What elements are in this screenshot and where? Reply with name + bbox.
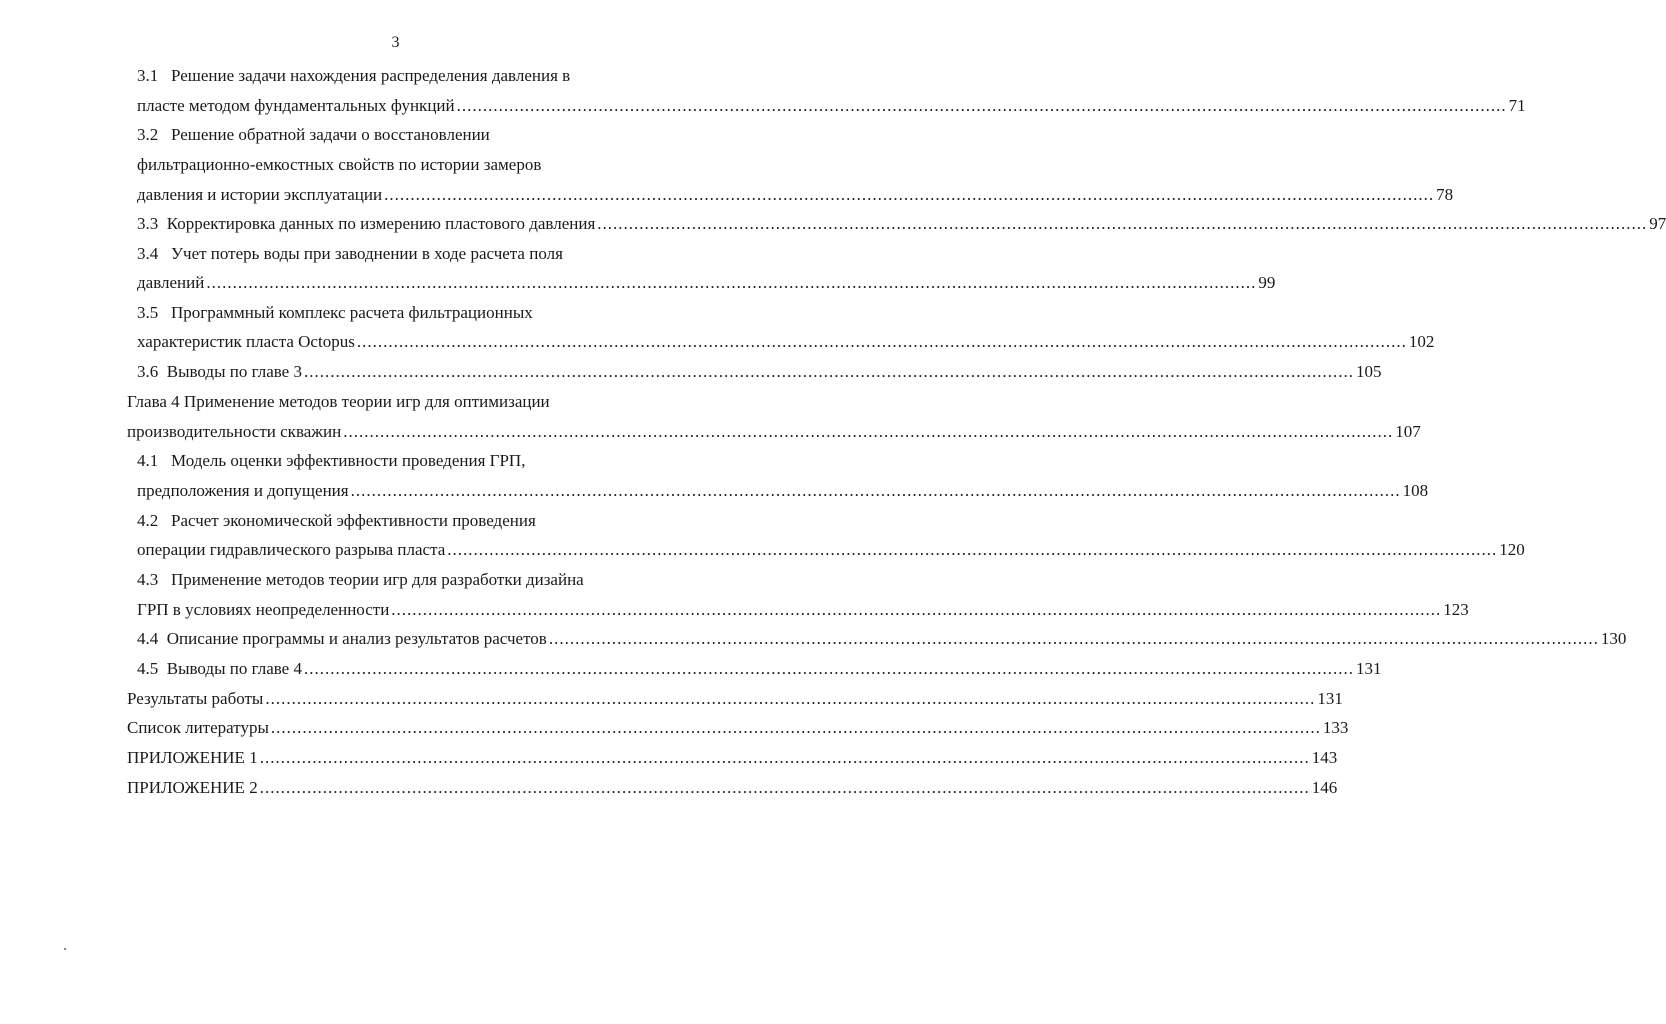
toc-4-5 xyxy=(137,659,1382,679)
toc-4-3-line2 xyxy=(137,600,1469,620)
page-ref: 131 xyxy=(1355,659,1382,678)
dot-leader: ........................................................................................................................................................................................................ xyxy=(391,600,1442,619)
toc-text: предположения и допущения xyxy=(137,481,349,500)
page-ref: 102 xyxy=(1408,332,1435,351)
toc-text: давлений xyxy=(137,273,205,292)
section-number: 3.6 xyxy=(137,362,159,381)
toc-text: давления и истории эксплуатации xyxy=(137,185,383,204)
toc-3-2-line1 xyxy=(137,125,490,145)
section-number: 3.1 xyxy=(137,66,159,85)
page-ref: 146 xyxy=(1311,778,1338,797)
dot-leader: ........................................................................................................................................................................................................ xyxy=(259,748,1310,767)
page-ref: 105 xyxy=(1355,362,1382,381)
toc-4-2-line2 xyxy=(137,540,1525,560)
toc-3-1-line2 xyxy=(137,96,1526,116)
dot-leader: ........................................................................................................................................................................................................ xyxy=(303,659,1354,678)
dot-leader: ........................................................................................................................................................................................................ xyxy=(384,185,1435,204)
page-ref: 143 xyxy=(1311,748,1338,767)
page-ref: 123 xyxy=(1443,600,1469,619)
toc-text: Описание программы и анализ результатов расчетов xyxy=(166,629,547,648)
toc-4-1-line2 xyxy=(137,481,1429,501)
toc-text: ГРП в условиях неопределенности xyxy=(137,600,390,619)
section-number: 4.2 xyxy=(137,511,159,530)
dot-leader: ........................................................................................................................................................................................................ xyxy=(456,96,1507,115)
page-ref: 133 xyxy=(1322,718,1349,737)
toc-4-1-line1 xyxy=(137,451,525,471)
toc-text: Расчет экономической эффективности проведения xyxy=(171,511,536,530)
toc-4-2-line1 xyxy=(137,511,536,531)
toc-text: фильтрационно-емкостных свойств по истории замеров xyxy=(137,155,542,174)
toc-text: ПРИЛОЖЕНИЕ 2 xyxy=(127,778,258,797)
toc-appendix-2 xyxy=(127,778,1338,798)
toc-text: Глава 4 Применение методов теории игр для оптимизации xyxy=(127,392,550,411)
toc-4-4 xyxy=(137,629,1627,649)
toc-text: Список литературы xyxy=(127,718,269,737)
toc-results xyxy=(127,689,1343,709)
toc-text: Программный комплекс расчета фильтрационных xyxy=(171,303,533,322)
dot-leader: ........................................................................................................................................................................................................ xyxy=(270,718,1321,737)
toc-3-2-line2 xyxy=(137,155,541,175)
toc-text: операции гидравлического разрыва пласта xyxy=(137,540,446,559)
toc-3-4-line1 xyxy=(137,244,563,264)
section-number: 3.2 xyxy=(137,125,159,144)
toc-text: Выводы по главе 4 xyxy=(166,659,302,678)
dot-leader: ........................................................................................................................................................................................................ xyxy=(265,689,1316,708)
page-ref: 71 xyxy=(1508,96,1526,115)
section-number: 3.5 xyxy=(137,303,159,322)
toc-text: Решение обратной задачи о восстановлении xyxy=(171,125,490,144)
scan-speck xyxy=(64,948,66,950)
toc-3-1-line1 xyxy=(137,66,570,86)
page-ref: 120 xyxy=(1499,540,1525,559)
dot-leader: ........................................................................................................................................................................................................ xyxy=(356,332,1407,351)
section-number: 4.5 xyxy=(137,659,159,678)
dot-leader: ........................................................................................................................................................................................................ xyxy=(548,629,1599,648)
page-ref: 78 xyxy=(1436,185,1454,204)
dot-leader: ........................................................................................................................................................................................................ xyxy=(343,422,1394,441)
toc-chapter-4-line1 xyxy=(127,392,550,412)
toc-3-5-line2 xyxy=(137,332,1435,352)
page-ref: 130 xyxy=(1600,629,1627,648)
toc-text: Выводы по главе 3 xyxy=(166,362,302,381)
toc-text: Корректировка данных по измерению пластового давления xyxy=(166,214,596,233)
toc-4-3-line1 xyxy=(137,570,584,590)
toc-3-5-line1 xyxy=(137,303,533,323)
dot-leader: ........................................................................................................................................................................................................ xyxy=(206,273,1257,292)
dot-leader: ........................................................................................................................................................................................................ xyxy=(350,481,1401,500)
toc-3-6 xyxy=(137,362,1382,382)
section-number: 4.4 xyxy=(137,629,159,648)
page-ref: 131 xyxy=(1317,689,1343,708)
section-number: 4.1 xyxy=(137,451,159,470)
dot-leader: ........................................................................................................................................................................................................ xyxy=(597,214,1648,233)
toc-text: ПРИЛОЖЕНИЕ 1 xyxy=(127,748,258,767)
toc-3-3 xyxy=(137,214,1666,234)
toc-text: пласте методом фундаментальных функций xyxy=(137,96,455,115)
toc-text: характеристик пласта Octopus xyxy=(137,332,355,351)
toc-3-4-line2 xyxy=(137,273,1276,293)
section-number: 4.3 xyxy=(137,570,159,589)
toc-appendix-1 xyxy=(127,748,1338,768)
page-number: 3 xyxy=(391,34,400,51)
page-ref: 107 xyxy=(1395,422,1421,441)
page-ref: 97 xyxy=(1649,214,1666,233)
toc-3-2-line3 xyxy=(137,185,1454,205)
section-number: 3.4 xyxy=(137,244,159,263)
section-number: 3.3 xyxy=(137,214,159,233)
dot-leader: ........................................................................................................................................................................................................ xyxy=(447,540,1498,559)
toc-text: Результаты работы xyxy=(127,689,264,708)
dot-leader: ........................................................................................................................................................................................................ xyxy=(303,362,1354,381)
page-ref: 108 xyxy=(1402,481,1429,500)
toc-references xyxy=(127,718,1349,738)
toc-text: Применение методов теории игр для разработки дизайна xyxy=(171,570,584,589)
toc-text: производительности скважин xyxy=(127,422,342,441)
page-ref: 99 xyxy=(1258,273,1276,292)
toc-text: Решение задачи нахождения распределения давления в xyxy=(171,66,571,85)
toc-chapter-4-line2 xyxy=(127,422,1421,442)
toc-text: Модель оценки эффективности проведения ГРП, xyxy=(171,451,526,470)
dot-leader: ........................................................................................................................................................................................................ xyxy=(259,778,1310,797)
toc-text: Учет потерь воды при заводнении в ходе расчета поля xyxy=(171,244,563,263)
